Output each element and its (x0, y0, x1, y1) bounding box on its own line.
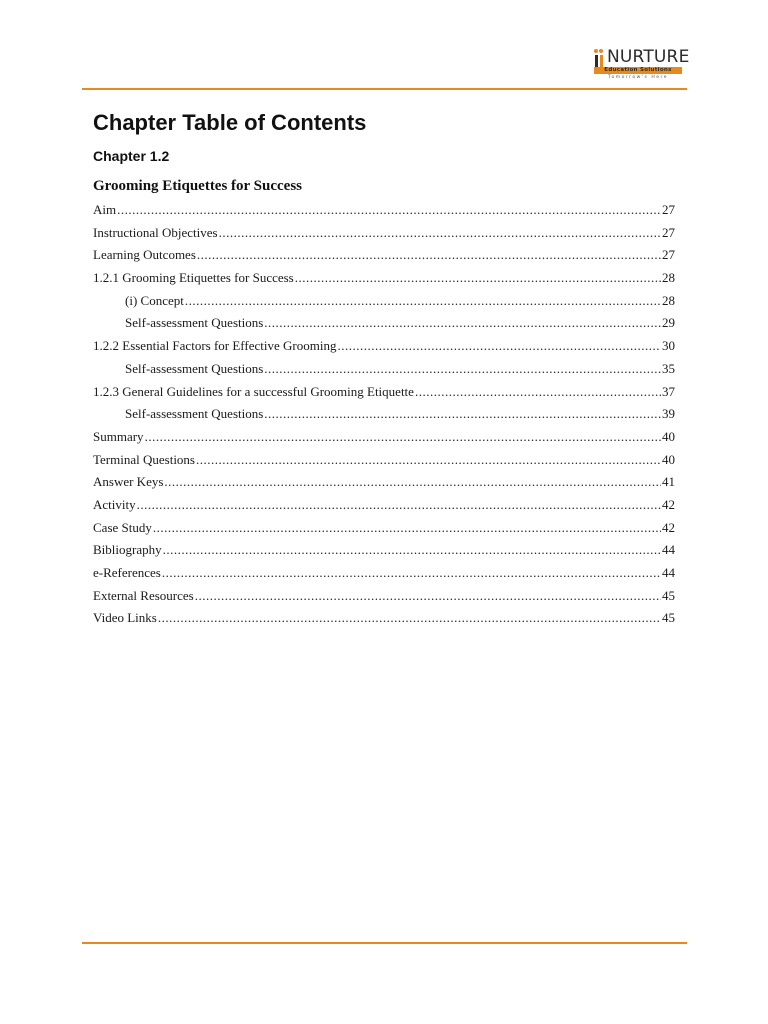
logo-mark-icon (594, 49, 608, 67)
toc-dot-leader (145, 426, 661, 449)
toc-entry[interactable] (93, 290, 675, 313)
page-title: Chapter Table of Contents (93, 110, 367, 135)
toc-dot-leader (153, 517, 661, 540)
toc-entry-label: Aim (93, 202, 117, 217)
toc-dot-leader (264, 358, 661, 381)
toc-dot-leader (295, 267, 661, 290)
toc-entry[interactable] (93, 381, 675, 404)
toc-dot-leader (195, 585, 661, 608)
toc-entry[interactable] (93, 403, 675, 426)
toc-entry-label: Self-assessment Questions (125, 360, 264, 376)
toc-entry-label: Activity (93, 496, 136, 512)
toc-dot-leader (219, 222, 661, 245)
toc-entry-page: 28 (662, 270, 675, 286)
toc-entry-page: 44 (662, 565, 675, 580)
table-of-contents (93, 199, 675, 630)
nurture-logo (594, 47, 690, 87)
toc-dot-leader (137, 494, 661, 517)
toc-entry-label: Learning Outcomes (93, 247, 196, 263)
toc-entry-label: Case Study (93, 519, 152, 535)
toc-entry[interactable] (93, 562, 675, 585)
toc-entry-page: 27 (662, 202, 675, 217)
toc-entry[interactable] (93, 335, 675, 358)
toc-dot-leader (162, 562, 661, 585)
logo-wordmark: NURTURE (607, 47, 690, 67)
chapter-number: Chapter 1.2 (93, 148, 170, 164)
header-divider (82, 88, 687, 90)
toc-dot-leader (264, 403, 661, 426)
toc-entry[interactable] (93, 449, 675, 472)
toc-dot-leader (337, 335, 661, 358)
footer-divider (82, 942, 687, 944)
toc-entry[interactable] (93, 244, 675, 267)
toc-entry[interactable] (93, 426, 675, 449)
toc-entry[interactable] (93, 267, 675, 290)
toc-entry-label: 1.2.1 Grooming Etiquettes for Success (93, 270, 294, 286)
toc-entry-label: Video Links (93, 610, 157, 626)
toc-entry[interactable] (93, 585, 675, 608)
toc-entry-label: Answer Keys (93, 474, 164, 490)
toc-entry-label: Terminal Questions (93, 451, 195, 467)
toc-entry-page: 29 (662, 315, 675, 331)
toc-dot-leader (264, 312, 661, 335)
toc-entry-page: 27 (662, 224, 675, 240)
toc-entry-page: 44 (662, 542, 675, 558)
toc-entry[interactable] (93, 539, 675, 562)
toc-entry-page: 30 (662, 338, 675, 354)
toc-entry[interactable] (93, 607, 675, 630)
toc-entry-label: Self-assessment Questions (125, 315, 264, 331)
toc-entry-page: 45 (662, 587, 675, 603)
logo-tagline: Tomorrow's Here (607, 75, 668, 80)
logo-subtitle: Education Solutions (594, 67, 682, 74)
toc-entry-label: External Resources (93, 587, 194, 603)
toc-entry-page: 40 (662, 428, 675, 444)
toc-dot-leader (117, 199, 661, 222)
toc-entry-label: Instructional Objectives (93, 224, 218, 240)
toc-entry[interactable] (93, 358, 675, 381)
toc-entry[interactable] (93, 199, 675, 222)
toc-dot-leader (185, 290, 661, 313)
toc-entry-label: e-References (93, 565, 161, 580)
toc-dot-leader (163, 539, 661, 562)
toc-entry-page: 41 (662, 474, 675, 490)
toc-entry-label: 1.2.2 Essential Factors for Effective Grooming (93, 338, 337, 354)
toc-entry-page: 28 (662, 292, 675, 308)
toc-entry-label: (i) Concept (125, 292, 184, 308)
toc-entry-page: 42 (662, 496, 675, 512)
toc-entry-label: Summary (93, 428, 144, 444)
toc-dot-leader (164, 471, 661, 494)
toc-entry-page: 35 (662, 360, 675, 376)
toc-entry-page: 27 (662, 247, 675, 263)
toc-entry-page: 39 (662, 406, 675, 422)
toc-entry-page: 40 (662, 451, 675, 467)
toc-entry-page: 45 (662, 610, 675, 626)
toc-dot-leader (415, 381, 661, 404)
toc-entry-label: Self-assessment Questions (125, 406, 264, 422)
toc-entry[interactable] (93, 517, 675, 540)
toc-entry[interactable] (93, 222, 675, 245)
toc-dot-leader (158, 607, 661, 630)
toc-dot-leader (196, 449, 661, 472)
toc-entry[interactable] (93, 471, 675, 494)
toc-entry-page: 37 (662, 383, 675, 399)
toc-entry[interactable] (93, 494, 675, 517)
toc-entry-page: 42 (662, 519, 675, 535)
toc-entry-label: 1.2.3 General Guidelines for a successful Grooming Etiquette (93, 383, 414, 399)
toc-entry[interactable] (93, 312, 675, 335)
toc-entry-label: Bibliography (93, 542, 162, 558)
toc-dot-leader (197, 244, 661, 267)
chapter-title: Grooming Etiquettes for Success (93, 178, 303, 194)
